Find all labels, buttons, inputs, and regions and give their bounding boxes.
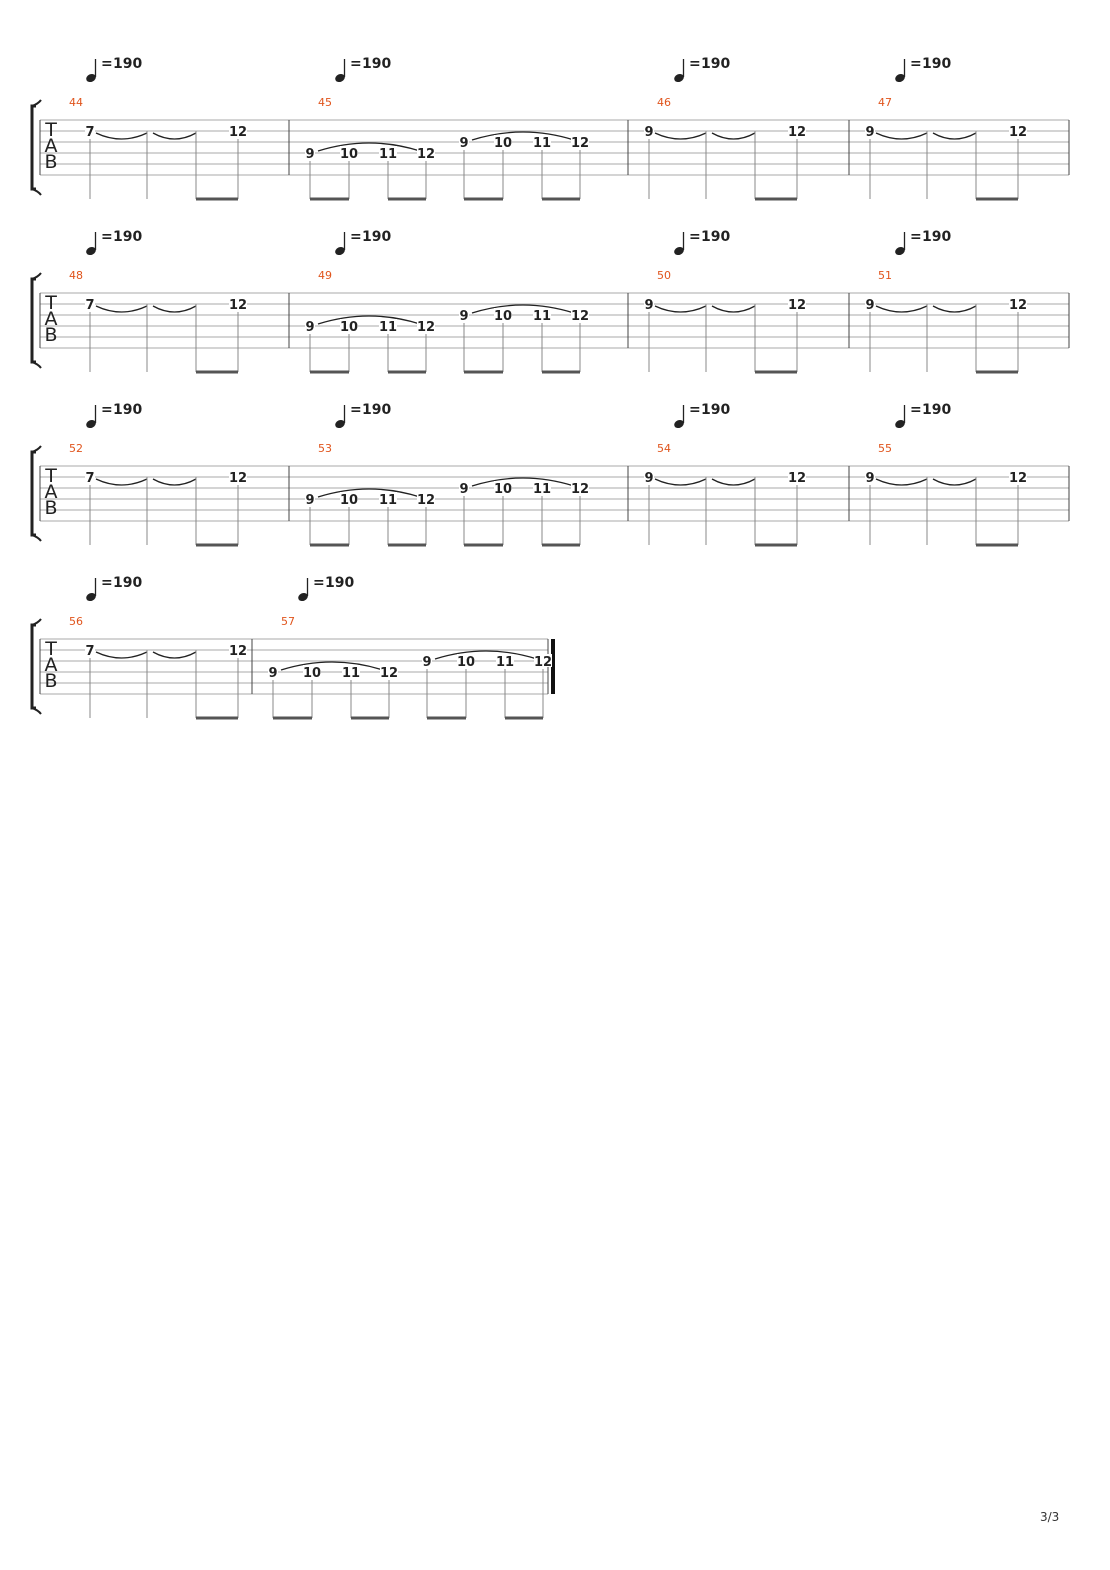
- tempo-equals: =: [101, 229, 113, 245]
- fret-number: 12: [228, 298, 248, 313]
- slur-arc: [318, 316, 420, 324]
- slur-arc: [318, 143, 420, 151]
- fret-number: 12: [416, 320, 436, 335]
- tempo-equals: =: [101, 402, 113, 418]
- fret-number: 9: [422, 655, 432, 670]
- tab-system: [32, 402, 1069, 545]
- tie-arc: [96, 652, 147, 658]
- fret-number: 12: [570, 309, 590, 324]
- tempo-equals: =: [350, 402, 362, 418]
- fret-number: 12: [787, 298, 807, 313]
- fret-number: 7: [85, 125, 95, 140]
- tempo-value: 190: [362, 402, 392, 418]
- fret-number: 12: [228, 125, 248, 140]
- tempo-value: 190: [922, 56, 952, 72]
- measure: [305, 229, 589, 372]
- fret-number: 9: [459, 309, 469, 324]
- tie-arc: [655, 306, 706, 312]
- tab-system: [32, 56, 1069, 199]
- measure-number: 51: [878, 269, 892, 282]
- fret-number: 12: [416, 147, 436, 162]
- tempo-value: 190: [701, 229, 731, 245]
- system-bracket: [32, 625, 36, 708]
- slur-arc: [318, 489, 420, 497]
- tempo-equals: =: [689, 56, 701, 72]
- fret-number: 12: [787, 471, 807, 486]
- tab-clef-letter: A: [44, 481, 58, 503]
- tab-clef-letter: B: [44, 151, 58, 173]
- fret-number: 12: [379, 666, 399, 681]
- fret-number: 11: [532, 136, 552, 151]
- tie-arc: [876, 479, 927, 485]
- bracket-bottom-hook: [32, 708, 41, 714]
- fret-number: 12: [1008, 125, 1028, 140]
- tempo-equals: =: [101, 575, 113, 591]
- tempo-equals: =: [689, 402, 701, 418]
- system-bracket: [32, 106, 36, 189]
- system-bracket: [32, 452, 36, 535]
- fret-number: 12: [416, 493, 436, 508]
- tab-clef-letter: T: [45, 292, 57, 314]
- measure: [268, 575, 552, 718]
- fret-number: 9: [644, 298, 654, 313]
- tempo-value: 190: [362, 229, 392, 245]
- fret-number: 10: [493, 136, 513, 151]
- tab-clef-letter: T: [45, 638, 57, 660]
- fret-number: 12: [1008, 471, 1028, 486]
- tab-clef-letter: T: [45, 465, 57, 487]
- tempo-value: 190: [922, 402, 952, 418]
- tab-clef-letter: A: [44, 308, 58, 330]
- tempo-equals: =: [910, 402, 922, 418]
- tempo-equals: =: [689, 229, 701, 245]
- fret-number: 11: [378, 147, 398, 162]
- measure: [305, 56, 589, 199]
- measure-number: 44: [69, 96, 83, 109]
- fret-number: 9: [268, 666, 278, 681]
- bracket-bottom-hook: [32, 535, 41, 541]
- bracket-top-hook: [32, 619, 41, 625]
- measure: [865, 56, 1027, 199]
- slur-arc: [472, 478, 574, 486]
- tie-arc: [876, 133, 927, 139]
- tempo-value: 190: [701, 402, 731, 418]
- tie-arc: [96, 133, 147, 139]
- fret-number: 11: [341, 666, 361, 681]
- tie-arc: [933, 306, 976, 312]
- measure-number: 57: [281, 615, 295, 628]
- tie-arc: [96, 306, 147, 312]
- measure-number: 56: [69, 615, 83, 628]
- measure-number: 48: [69, 269, 83, 282]
- tempo-value: 190: [113, 56, 143, 72]
- system-bracket: [32, 279, 36, 362]
- measure: [305, 402, 589, 545]
- tab-clef-letter: A: [44, 654, 58, 676]
- tempo-equals: =: [350, 56, 362, 72]
- measure: [69, 402, 247, 545]
- tempo-value: 190: [922, 229, 952, 245]
- fret-number: 9: [865, 125, 875, 140]
- tab-clef-letter: B: [44, 497, 58, 519]
- fret-number: 9: [865, 298, 875, 313]
- tie-arc: [655, 133, 706, 139]
- slur-arc: [281, 662, 383, 670]
- tab-system: [32, 229, 1069, 372]
- fret-number: 10: [456, 655, 476, 670]
- measure-number: 52: [69, 442, 83, 455]
- tempo-equals: =: [910, 56, 922, 72]
- fret-number: 10: [339, 147, 359, 162]
- tab-clef-letter: B: [44, 324, 58, 346]
- tempo-equals: =: [350, 229, 362, 245]
- fret-number: 12: [570, 136, 590, 151]
- fret-number: 10: [339, 320, 359, 335]
- measure-number: 50: [657, 269, 671, 282]
- tab-clef-letter: B: [44, 670, 58, 692]
- fret-number: 11: [495, 655, 515, 670]
- tie-arc: [933, 133, 976, 139]
- tie-arc: [876, 306, 927, 312]
- tie-arc: [712, 479, 755, 485]
- bracket-top-hook: [32, 446, 41, 452]
- bracket-bottom-hook: [32, 189, 41, 195]
- bracket-top-hook: [32, 273, 41, 279]
- tie-arc: [96, 479, 147, 485]
- fret-number: 11: [532, 482, 552, 497]
- fret-number: 11: [378, 320, 398, 335]
- fret-number: 12: [228, 471, 248, 486]
- tempo-value: 190: [325, 575, 355, 591]
- tempo-equals: =: [910, 229, 922, 245]
- fret-number: 7: [85, 644, 95, 659]
- slur-arc: [435, 651, 537, 659]
- fret-number: 9: [644, 125, 654, 140]
- tempo-value: 190: [701, 56, 731, 72]
- measure-number: 45: [318, 96, 332, 109]
- tempo-value: 190: [362, 56, 392, 72]
- measure: [69, 56, 247, 199]
- page-number: 3/3: [1040, 1510, 1060, 1524]
- bracket-bottom-hook: [32, 362, 41, 368]
- tie-arc: [933, 479, 976, 485]
- fret-number: 10: [302, 666, 322, 681]
- fret-number: 9: [305, 493, 315, 508]
- measure-number: 55: [878, 442, 892, 455]
- fret-number: 12: [228, 644, 248, 659]
- fret-number: 11: [532, 309, 552, 324]
- tie-arc: [153, 133, 196, 139]
- tie-arc: [712, 133, 755, 139]
- tempo-equals: =: [101, 56, 113, 72]
- fret-number: 9: [865, 471, 875, 486]
- measure-number: 53: [318, 442, 332, 455]
- tempo-value: 190: [113, 575, 143, 591]
- fret-number: 9: [305, 147, 315, 162]
- tie-arc: [655, 479, 706, 485]
- tie-arc: [153, 652, 196, 658]
- tab-system: [32, 575, 553, 718]
- measure: [69, 229, 247, 372]
- fret-number: 11: [378, 493, 398, 508]
- tie-arc: [153, 479, 196, 485]
- tab-clef-letter: T: [45, 119, 57, 141]
- measure: [865, 229, 1027, 372]
- tempo-value: 190: [113, 402, 143, 418]
- fret-number: 10: [339, 493, 359, 508]
- measure: [644, 402, 806, 545]
- fret-number: 12: [570, 482, 590, 497]
- measure-number: 46: [657, 96, 671, 109]
- measure-number: 47: [878, 96, 892, 109]
- tie-arc: [712, 306, 755, 312]
- fret-number: 7: [85, 471, 95, 486]
- fret-number: 12: [1008, 298, 1028, 313]
- measure: [865, 402, 1027, 545]
- measure-number: 49: [318, 269, 332, 282]
- tempo-equals: =: [313, 575, 325, 591]
- fret-number: 9: [459, 482, 469, 497]
- slur-arc: [472, 132, 574, 140]
- measure: [69, 575, 247, 718]
- measure: [644, 229, 806, 372]
- measure-number: 54: [657, 442, 671, 455]
- fret-number: 9: [644, 471, 654, 486]
- fret-number: 7: [85, 298, 95, 313]
- measure: [644, 56, 806, 199]
- tie-arc: [153, 306, 196, 312]
- fret-number: 10: [493, 482, 513, 497]
- fret-number: 12: [787, 125, 807, 140]
- fret-number: 10: [493, 309, 513, 324]
- bracket-top-hook: [32, 100, 41, 106]
- fret-number: 9: [305, 320, 315, 335]
- fret-number: 9: [459, 136, 469, 151]
- tempo-value: 190: [113, 229, 143, 245]
- tab-clef-letter: A: [44, 135, 58, 157]
- slur-arc: [472, 305, 574, 313]
- fret-number: 12: [533, 655, 553, 670]
